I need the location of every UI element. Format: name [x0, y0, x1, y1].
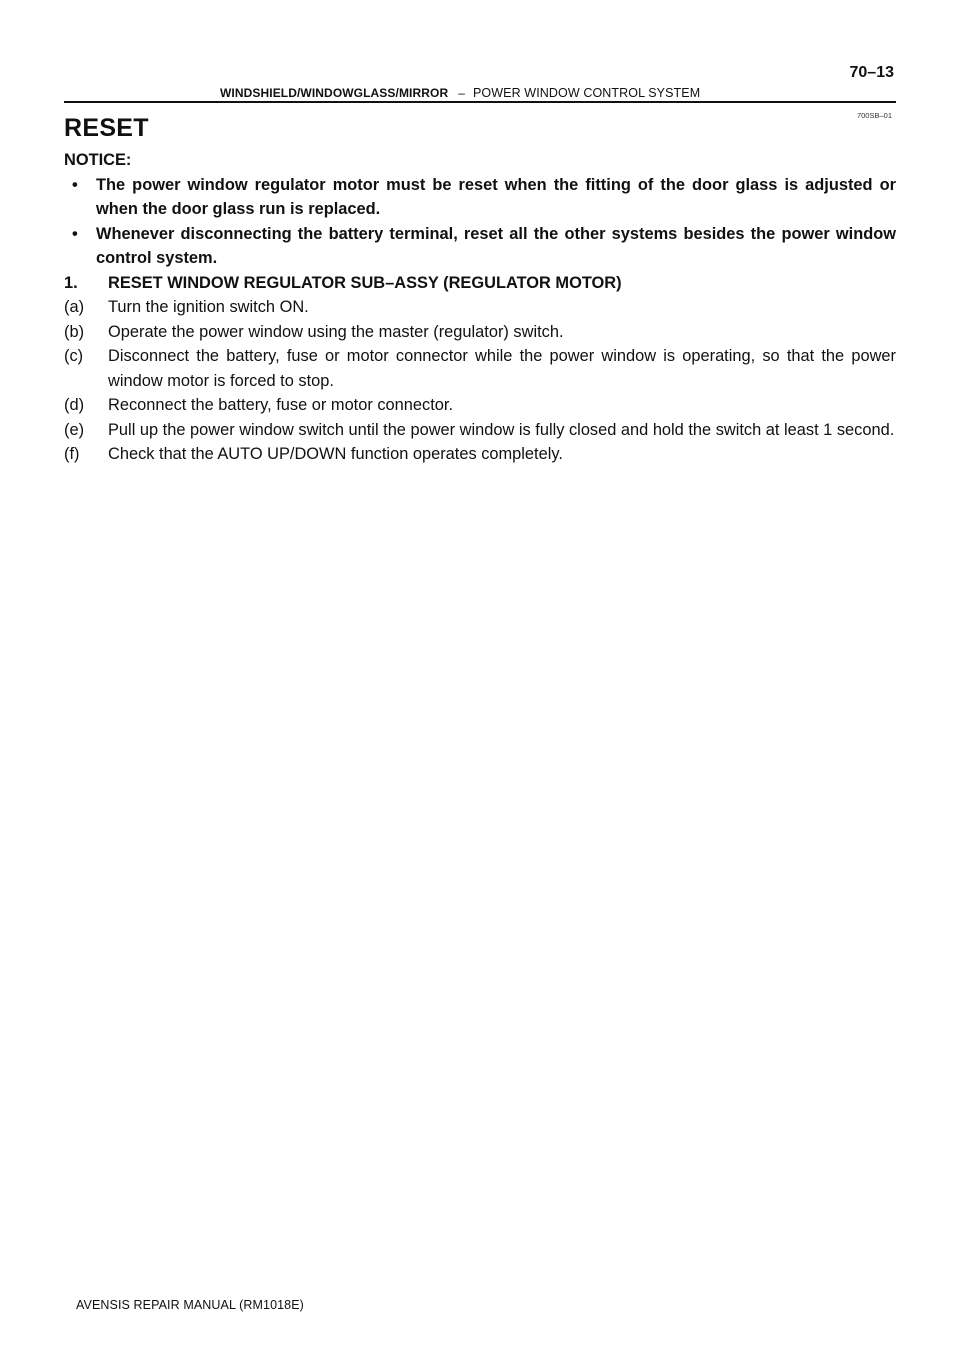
notice-bullet [64, 222, 896, 271]
substep [64, 344, 896, 393]
notice-bullet-text: The power window regulator motor must be reset when the fitting of the door glass is adjusted or when the door glass run is replaced. [96, 175, 896, 218]
footer-manual-id: AVENSIS REPAIR MANUAL (RM1018E) [76, 1298, 304, 1312]
notice-bullet-text: Whenever disconnecting the battery terminal, reset all the other systems besides the power window control system. [96, 224, 896, 267]
substep [64, 442, 896, 467]
substep-text: Operate the power window using the master (regulator) switch. [108, 322, 564, 341]
header-subsection: POWER WINDOW CONTROL SYSTEM [473, 86, 701, 100]
header-divider [64, 101, 896, 103]
step-heading [64, 271, 896, 296]
substep [64, 418, 896, 443]
substep-text: Pull up the power window switch until the power window is fully closed and hold the switch at least 1 second. [108, 420, 895, 439]
notice-label: NOTICE: [64, 151, 132, 169]
substep-text: Disconnect the battery, fuse or motor connector while the power window is operating, so that the power window motor is forced to stop. [108, 347, 896, 390]
substep [64, 295, 896, 320]
substep-label: (a) [64, 298, 85, 316]
substep [64, 393, 896, 418]
step-number: 1. [64, 273, 78, 292]
substep [64, 320, 896, 345]
content-body [64, 148, 896, 467]
substep-label: (e) [64, 420, 85, 439]
header-separator: – [458, 86, 465, 100]
page-number: 70–13 [849, 64, 894, 81]
bullet-icon: • [72, 224, 78, 243]
substep-label: (b) [64, 322, 85, 341]
substep-text: Turn the ignition switch ON. [108, 298, 309, 316]
substep-label: (c) [64, 347, 84, 365]
header-section-title [220, 86, 700, 100]
substep-label: (f) [64, 445, 80, 463]
substep-text: Check that the AUTO UP/DOWN function operates completely. [108, 445, 563, 463]
step-text: RESET WINDOW REGULATOR SUB–ASSY (REGULATOR MOTOR) [108, 273, 622, 292]
document-code: 700SB–01 [856, 111, 892, 120]
substep-text: Reconnect the battery, fuse or motor connector. [108, 396, 453, 414]
bullet-icon: • [72, 175, 78, 194]
substep-label: (d) [64, 396, 85, 414]
notice-bullet [64, 173, 896, 222]
page-title: RESET [64, 114, 149, 142]
header-section: WINDSHIELD/WINDOWGLASS/MIRROR [220, 86, 449, 100]
